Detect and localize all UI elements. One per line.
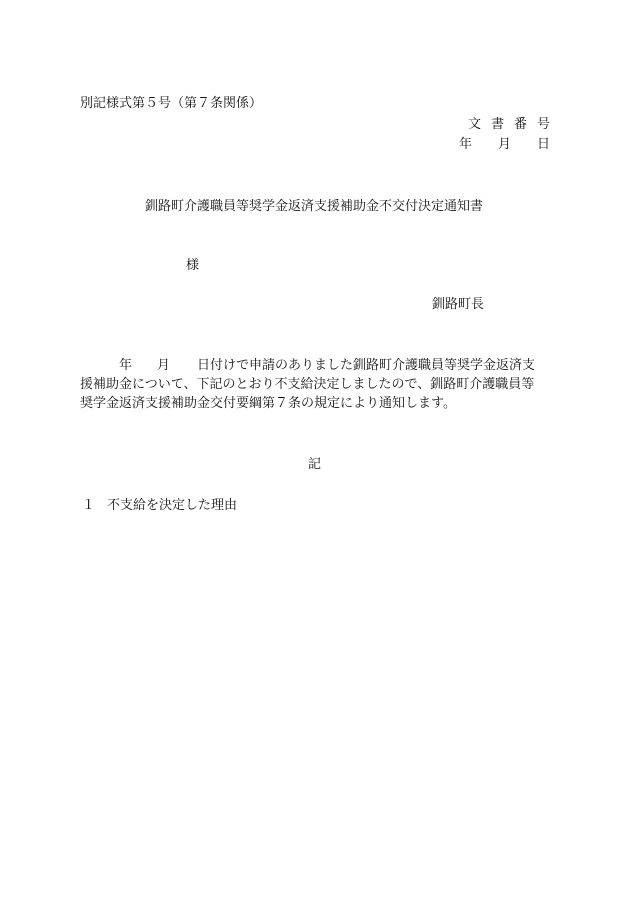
issue-date	[459, 138, 550, 151]
body-line-3: 奨学金返済支援補助金交付要綱第７条の規定により通知します。	[80, 396, 456, 411]
date-month-label: 月	[497, 137, 511, 152]
record-heading: 記	[308, 457, 322, 472]
body-line-2: 援補助金について、下記のとおり不支給決定しましたので、釧路町介護職員等	[80, 377, 535, 392]
body-line-1-text: 日付けで申請のありました釧路町介護職員等奨学金返済支	[197, 358, 536, 373]
sender-name: 釧路町長	[432, 297, 485, 312]
document-number-char: 書	[490, 117, 504, 132]
addressee-suffix: 様	[186, 258, 200, 273]
document-number-label	[468, 118, 550, 131]
document-title: 釧路町介護職員等奨学金返済支援補助金不交付決定通知書	[145, 199, 484, 214]
body-year-label: 年	[119, 358, 133, 373]
date-day-label: 日	[536, 137, 550, 152]
list-item	[82, 499, 237, 512]
item-number: １	[82, 498, 96, 513]
document-number-char: 文	[467, 117, 481, 132]
date-year-label: 年	[458, 137, 472, 152]
document-number-char: 番	[513, 117, 527, 132]
body-line-1	[80, 356, 552, 375]
notice-body	[80, 356, 552, 413]
document-number-char: 号	[536, 117, 550, 132]
form-label: 別記様式第５号（第７条関係）	[80, 96, 263, 111]
body-month-label: 月	[157, 358, 171, 373]
item-text: 不支給を決定した理由	[107, 498, 238, 513]
